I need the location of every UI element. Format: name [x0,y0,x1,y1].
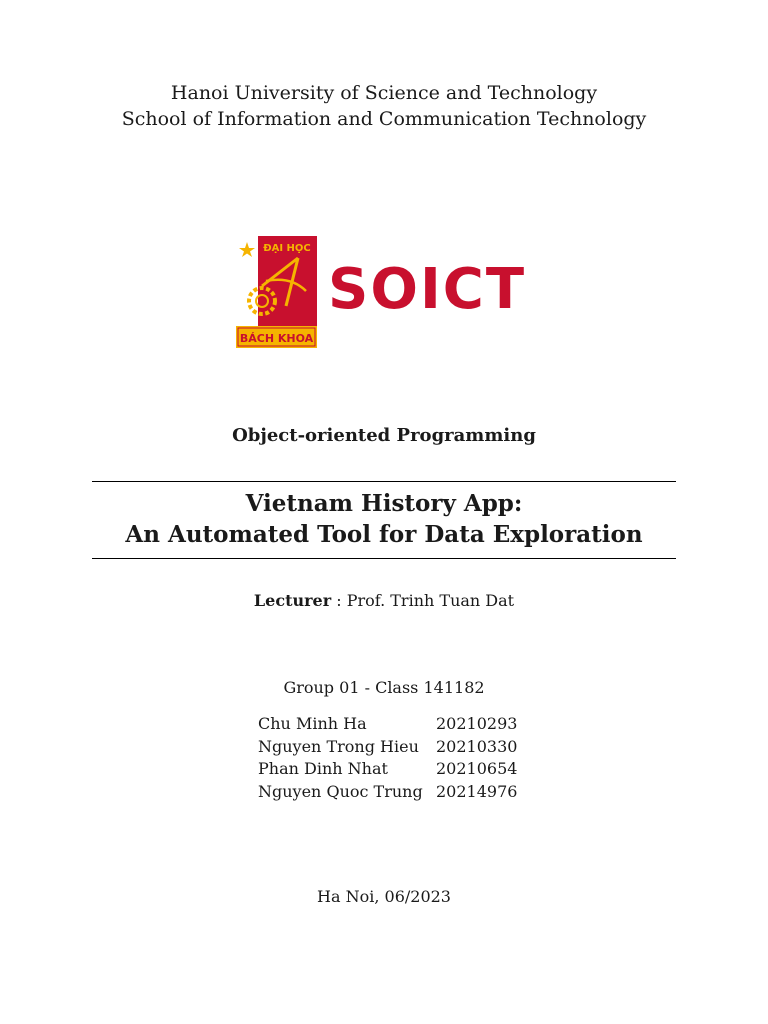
member-name: Chu Minh Ha [258,714,367,733]
table-row [258,781,517,804]
svg-text:ĐẠI HỌC: ĐẠI HỌC [263,243,311,254]
group-label: Group 01 - Class 141182 [283,678,485,697]
title-rule-top [92,481,676,482]
svg-text:BÁCH KHOA: BÁCH KHOA [239,332,314,345]
report-title [0,488,768,550]
place-date: Ha Noi, 06/2023 [317,887,451,906]
member-id: 20210654 [436,759,518,778]
member-name: Nguyen Trong Hieu [258,736,419,756]
university-name: Hanoi University of Science and Technology [170,82,598,104]
soict-logo [236,236,536,348]
lecturer-line [0,590,768,612]
member-name: Nguyen Quoc Trung [258,781,423,801]
members-table [258,713,517,803]
lecturer-label: Lecturer [253,591,332,610]
member-id: 20214976 [436,781,518,801]
table-row [258,713,517,736]
table-row [258,758,517,781]
member-id: 20210330 [436,736,518,756]
lecturer-separator: : [331,591,347,610]
course-name: Object-oriented Programming [232,425,536,446]
bach-khoa-seal-icon [236,236,317,348]
institution-header [0,80,768,132]
title-line-2: An Automated Tool for Data Exploration [125,521,643,548]
title-rule-bottom [92,558,676,559]
lecturer-name: Prof. Trinh Tuan Dat [346,591,515,610]
school-name: School of Information and Communication Technology [121,108,647,130]
title-line-1: Vietnam History App: [245,490,523,517]
soict-wordmark: SOICT [328,257,527,322]
member-id: 20210293 [436,714,518,733]
table-row [258,736,517,759]
member-name: Phan Dinh Nhat [258,759,388,778]
